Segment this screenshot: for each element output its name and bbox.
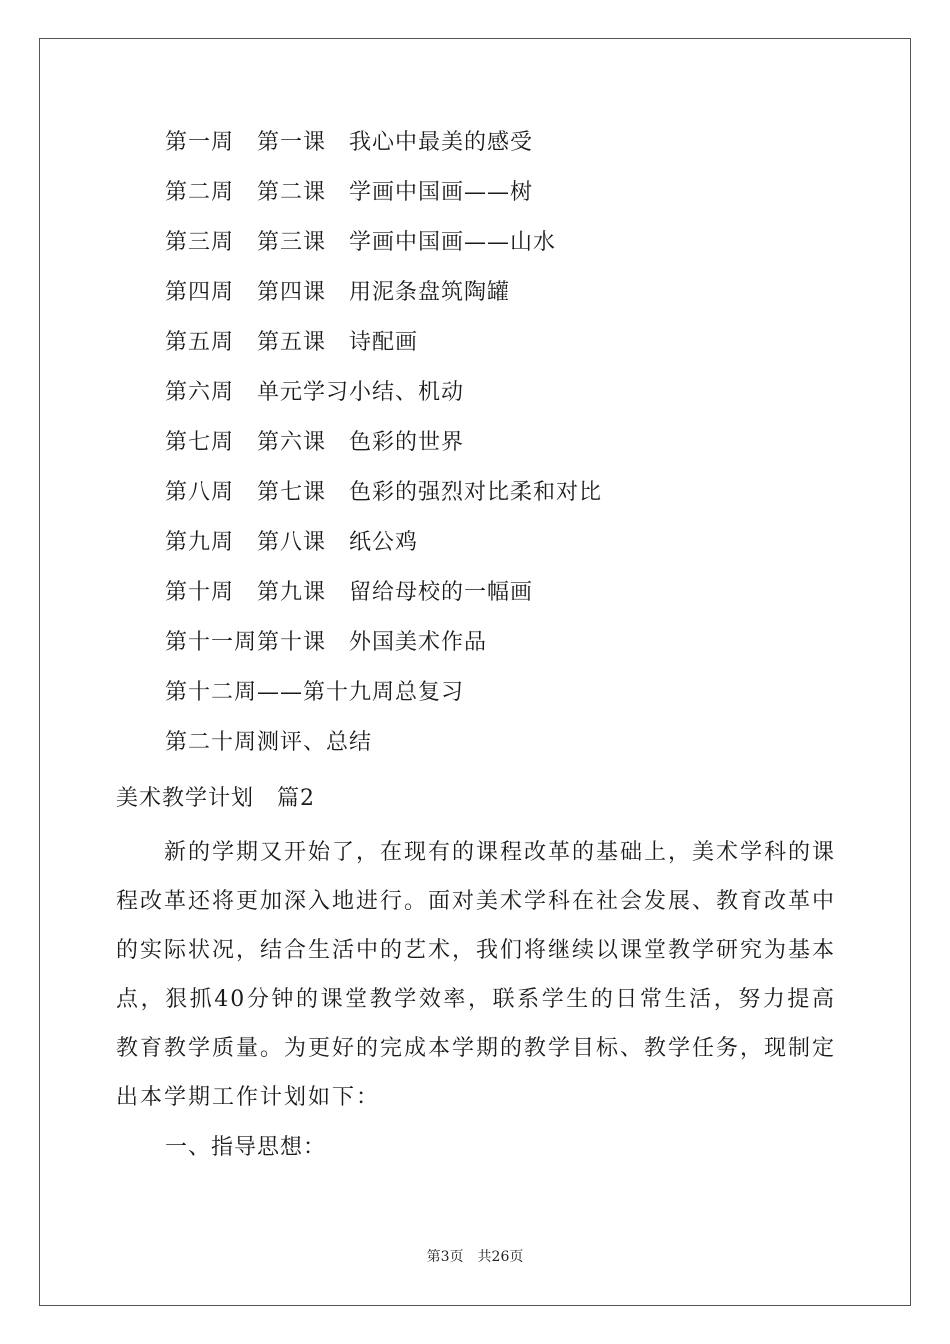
schedule-item-week-9: 第九周 第八课 纸公鸡 [165,530,419,555]
schedule-item-week-1: 第一周 第一课 我心中最美的感受 [165,130,534,155]
schedule-item-week-6: 第六周 单元学习小结、机动 [165,380,465,405]
page-footer [0,1247,950,1267]
schedule-item-week-10: 第十周 第九课 留给母校的一幅画 [165,580,534,605]
schedule-item-week-2: 第二周 第二课 学画中国画——树 [165,180,534,205]
total-page-count: 共26页 [477,1249,524,1265]
schedule-item-week-3: 第三周 第三课 学画中国画——山水 [165,230,557,255]
section-heading: 美术教学计划 篇2 [116,786,315,811]
current-page-number: 第3页 [426,1249,464,1265]
intro-paragraph: 新的学期又开始了，在现有的课程改革的基础上，美术学科的课程改革还将更加深入地进行。面对美术学科在社会发展、教育改革中的实际状况，结合生活中的艺术，我们将继续以课堂教学研究为基本点，狠抓40分钟的课堂教学效率，联系学生的日常生活，努力提高教育教学质量。为更好的完成本学期的教学目标、教学任务，现制定出本学期工作计划如下： [116,840,837,1110]
guiding-ideology-heading: 一、指导思想： [165,1135,327,1160]
schedule-item-week-8: 第八周 第七课 色彩的强烈对比柔和对比 [165,480,603,505]
schedule-item-assessment: 第二十周测评、总结 [165,730,373,755]
schedule-item-week-5: 第五周 第五课 诗配画 [165,330,419,355]
schedule-item-week-7: 第七周 第六课 色彩的世界 [165,430,465,455]
schedule-item-week-11: 第十一周第十课 外国美术作品 [165,630,488,655]
schedule-item-review: 第十二周——第十九周总复习 [165,680,465,705]
schedule-item-week-4: 第四周 第四课 用泥条盘筑陶罐 [165,280,511,305]
